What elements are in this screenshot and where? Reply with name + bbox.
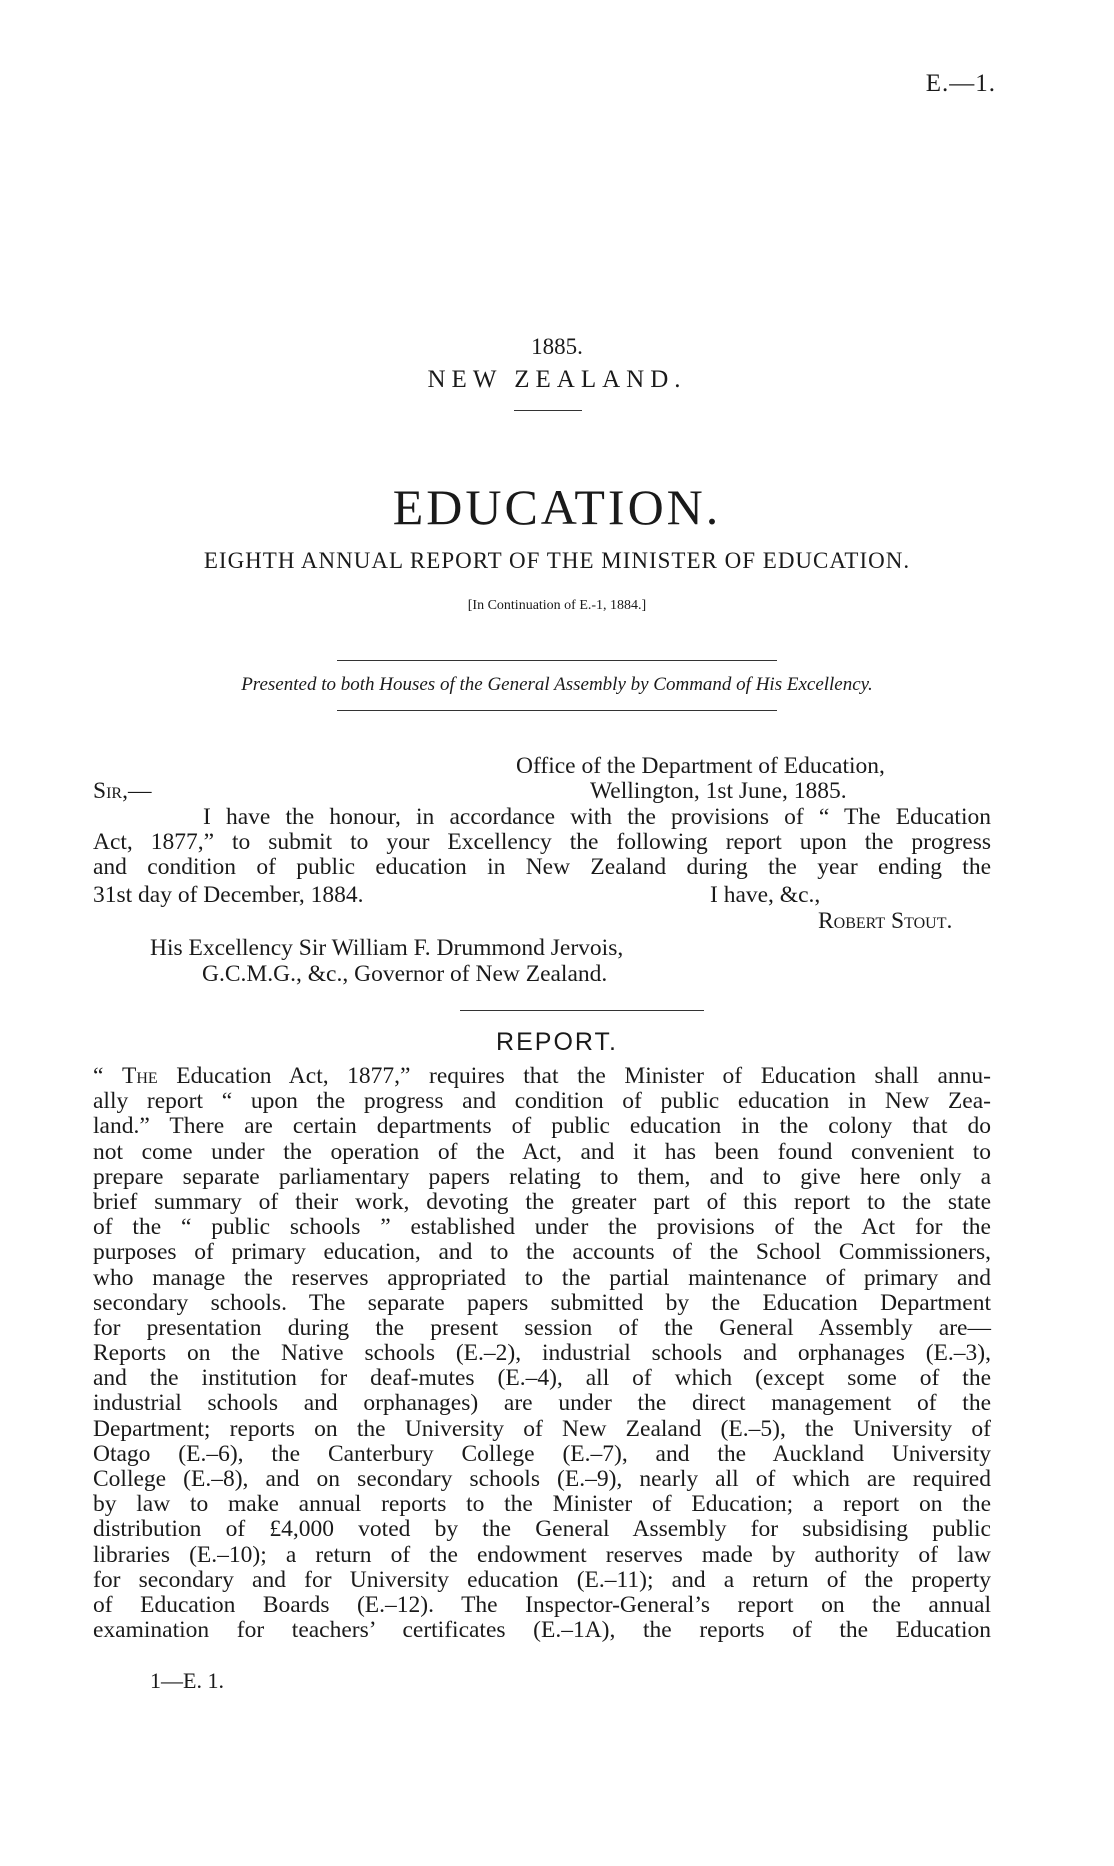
country-heading: NEW ZEALAND.: [427, 366, 687, 393]
report-line: secondary schools. The separate papers submitted by the Education Department: [93, 1289, 991, 1316]
letter-line: I have the honour, in accordance with the provisions of “ The Education: [203, 804, 991, 830]
document-subtitle: EIGHTH ANNUAL REPORT OF THE MINISTER OF EDUCATION.: [203, 548, 911, 573]
document-title: EDUCATION.: [392, 479, 722, 535]
report-line: by law to make annual reports to the Minister of Education; a report on the: [93, 1491, 991, 1518]
report-line: College (E.–8), and on secondary schools (E.–9), nearly all of which are required: [93, 1466, 991, 1492]
letter-line: and condition of public education in New Zealand during the year ending the: [93, 854, 991, 881]
report-line: for secondary and for University education (E.–11); and a return of the property: [93, 1566, 991, 1593]
report-line: Otago (E.–6), the Canterbury College (E.–7), and the Auckland University: [93, 1440, 991, 1467]
report-line: who manage the reserves appropriated to the partial maintenance of primary and: [93, 1264, 991, 1291]
letter-body: [93, 805, 991, 881]
signatory: Robert Stout.: [818, 908, 953, 934]
report-heading: REPORT.: [496, 1028, 618, 1056]
publication-year: 1885.: [531, 334, 583, 359]
addressee-line: G.C.M.G., &c., Governor of New Zealand.: [202, 961, 608, 987]
report-line: of the “ public schools ” established under the provisions of the Act for the: [93, 1214, 991, 1241]
letter-closing: I have, &c.,: [710, 882, 821, 908]
report-line: Department; reports on the University of New Zealand (E.–5), the University of: [93, 1415, 991, 1442]
report-line: for presentation during the present session of the General Assembly are—: [93, 1314, 991, 1341]
signature-reference: 1—E. 1.: [150, 1668, 224, 1693]
report-line: industrial schools and orphanages) are under the direct management of the: [93, 1390, 991, 1417]
presented-statement: Presented to both Houses of the General Assembly by Command of His Excellency.: [241, 674, 873, 695]
short-rule: [514, 410, 582, 411]
report-line: distribution of £4,000 voted by the General Assembly for subsidising public: [93, 1516, 991, 1543]
section-rule: [460, 1010, 704, 1011]
report-line: libraries (E.–10); a return of the endowment reserves made by authority of law: [93, 1541, 991, 1568]
report-line: “ The Education Act, 1877,” requires that the Minister of Education shall annu-: [93, 1063, 991, 1089]
report-line: and the institution for deaf-mutes (E.–4), all of which (except some of the: [93, 1365, 991, 1392]
report-first-line-rest: Education Act, 1877,” requires that the Minister of Education shall annu-: [157, 1063, 991, 1089]
report-line: land.” There are certain departments of public education in the colony that do: [93, 1113, 991, 1140]
letter-line: Act, 1877,” to submit to your Excellency the following report upon the progress: [93, 829, 991, 856]
salutation: Sir,—: [93, 778, 152, 804]
letter-date-line: 31st day of December, 1884.: [93, 882, 364, 908]
report-line: ally report “ upon the progress and condition of public education in New Zea-: [93, 1088, 991, 1115]
report-line: examination for teachers’ certificates (E.–1A), the reports of the Education: [93, 1617, 991, 1644]
report-line: Reports on the Native schools (E.–2), industrial schools and orphanages (E.–3),: [93, 1340, 991, 1367]
report-line: purposes of primary education, and to the accounts of the School Commissioners,: [93, 1239, 991, 1266]
addressee-line: His Excellency Sir William F. Drummond Jervois,: [150, 935, 624, 961]
report-line: prepare separate parliamentary papers relating to them, and to give here only a: [93, 1163, 991, 1190]
office-line: Office of the Department of Education,: [516, 753, 885, 779]
report-line: of Education Boards (E.–12). The Inspector-General’s report on the annual: [93, 1591, 991, 1618]
place-date: Wellington, 1st June, 1885.: [590, 778, 847, 804]
report-body: [93, 1064, 991, 1643]
report-line: not come under the operation of the Act, and it has been found convenient to: [93, 1138, 991, 1165]
continuation-note: [In Continuation of E.-1, 1884.]: [467, 598, 647, 613]
report-line: brief summary of their work, devoting the greater part of this report to the state: [93, 1188, 991, 1215]
report-first-word: The: [122, 1063, 158, 1089]
presented-rule-top: [337, 660, 777, 661]
page-reference: E.—1.: [925, 70, 996, 97]
presented-rule-bottom: [337, 710, 777, 711]
